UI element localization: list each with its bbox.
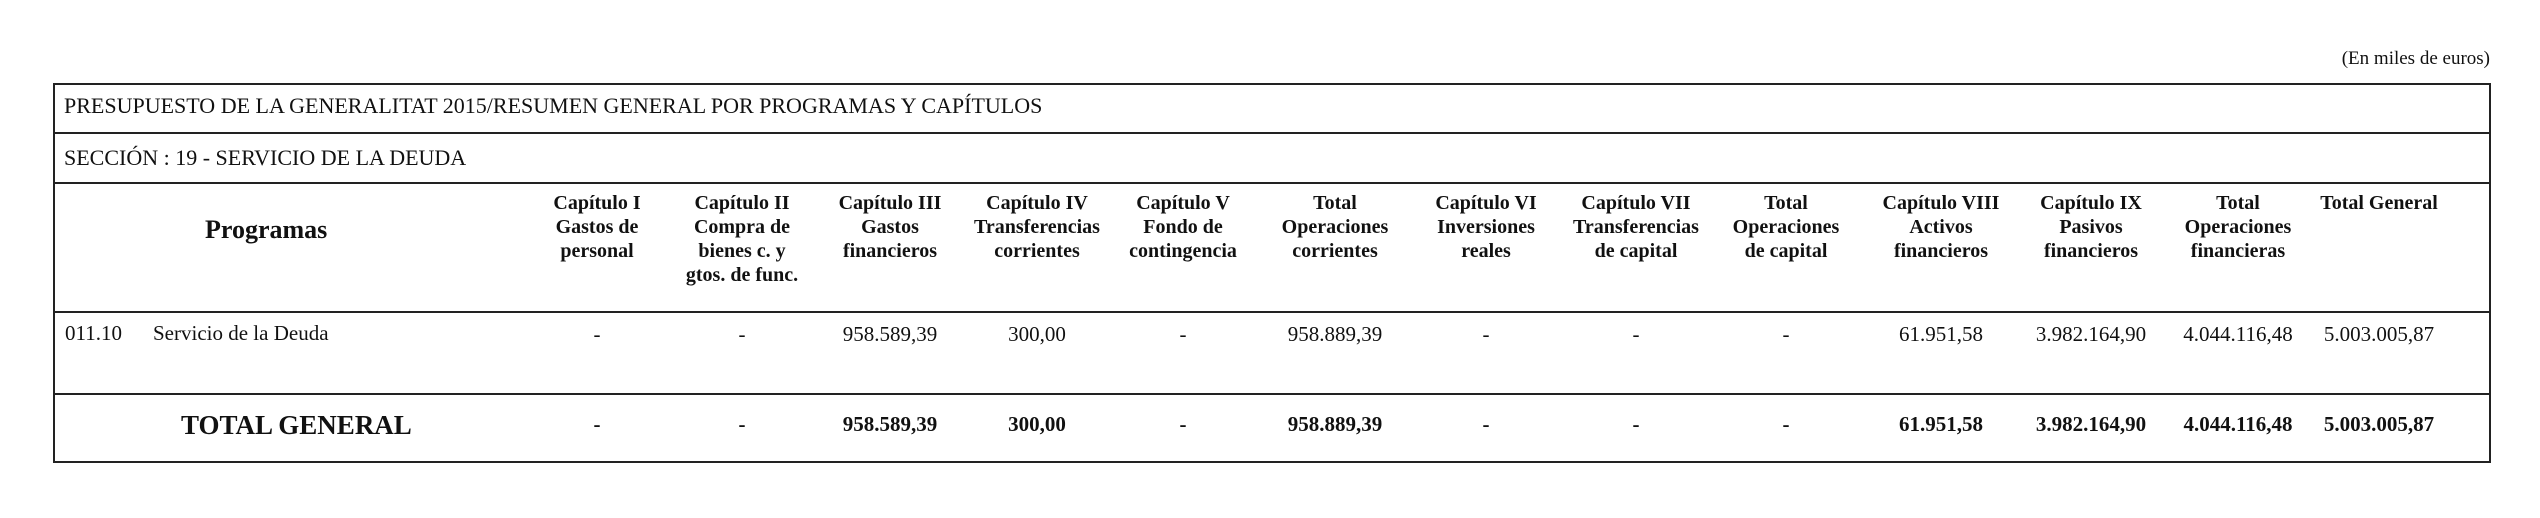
column-header-8 — [1573, 191, 1699, 263]
column-header-4 — [974, 191, 1100, 263]
column-header-line: corrientes — [1292, 240, 1378, 262]
column-header-line: Capítulo II — [694, 192, 790, 214]
column-header-line: Inversiones — [1437, 216, 1535, 238]
program-value-cell: 3.982.164,90 — [2035, 322, 2147, 346]
column-header-line: contingencia — [1129, 240, 1237, 262]
column-header-line: Total — [2216, 192, 2260, 214]
column-header-line: Capítulo I — [553, 192, 641, 214]
section-label: SECCIÓN : 19 - SERVICIO DE LA DEUDA — [55, 134, 2489, 184]
column-header-10 — [1883, 191, 2000, 263]
total-value-cell: 4.044.116,48 — [2183, 412, 2293, 436]
column-header-line: Capítulo IV — [986, 192, 1088, 214]
column-header-line: Capítulo III — [838, 192, 942, 214]
column-header-line: Gastos — [861, 216, 919, 238]
column-header-11 — [2040, 191, 2142, 263]
total-value-cell: 300,00 — [1008, 412, 1066, 436]
column-header-3 — [839, 191, 942, 263]
program-value-cell: 61.951,58 — [1899, 322, 1983, 346]
column-header-line: de capital — [1594, 240, 1678, 262]
column-header-line: Total General — [2320, 192, 2438, 214]
column-header-line: Total — [1313, 192, 1357, 214]
column-header-line: Transferencias — [1573, 216, 1699, 238]
total-value-cell: - — [593, 412, 601, 436]
column-header-line: bienes c. y — [698, 240, 786, 262]
column-header-7 — [1435, 191, 1536, 263]
column-header-line: gtos. de func. — [685, 264, 799, 286]
total-value-cell: - — [1632, 412, 1640, 436]
column-header-line: Pasivos — [2059, 216, 2123, 238]
header-divider — [55, 311, 2489, 313]
total-label: TOTAL GENERAL — [181, 410, 412, 440]
column-header-line: Operaciones — [1281, 216, 1389, 238]
column-header-13 — [2320, 191, 2438, 215]
program-value-cell: - — [1482, 322, 1490, 346]
program-name: Servicio de la Deuda — [153, 321, 329, 345]
column-header-line: financieros — [1893, 240, 1989, 262]
column-header-line: Fondo de — [1143, 216, 1223, 238]
column-header-line: Capítulo IX — [2040, 192, 2142, 214]
total-value-cell: 958.589,39 — [842, 412, 938, 436]
column-header-line: Operaciones — [2184, 216, 2292, 238]
column-header-line: Transferencias — [974, 216, 1100, 238]
column-header-line: reales — [1461, 240, 1511, 262]
total-value-cell: - — [1482, 412, 1490, 436]
column-header-line: Operaciones — [1732, 216, 1840, 238]
program-value-cell: - — [1782, 322, 1790, 346]
unit-note: (En miles de euros) — [2341, 48, 2490, 69]
total-value-cell: 3.982.164,90 — [2035, 412, 2147, 436]
budget-table — [53, 83, 2491, 463]
program-value-cell: - — [1632, 322, 1640, 346]
program-value-cell: - — [738, 322, 746, 346]
column-header-9 — [1733, 191, 1840, 263]
column-header-line: Capítulo VIII — [1882, 192, 2000, 214]
table-title: PRESUPUESTO DE LA GENERALITAT 2015/RESUMEN GENERAL POR PROGRAMAS Y CAPÍTULOS — [55, 85, 2489, 134]
column-header-line: Capítulo VII — [1581, 192, 1691, 214]
column-header-6 — [1282, 191, 1389, 263]
total-value-cell: - — [1179, 412, 1187, 436]
column-header-1 — [553, 191, 640, 263]
column-header-line: financieros — [842, 240, 938, 262]
program-value-cell: 300,00 — [1008, 322, 1066, 346]
column-header-line: Gastos de — [555, 216, 639, 238]
total-value-cell: - — [1782, 412, 1790, 436]
column-header-line: Capítulo VI — [1435, 192, 1537, 214]
programas-header: Programas — [205, 215, 328, 244]
program-value-cell: - — [593, 322, 601, 346]
program-value-cell: 958.889,39 — [1287, 322, 1383, 346]
column-header-line: Compra de — [693, 216, 791, 238]
column-header-line: corrientes — [994, 240, 1080, 262]
program-value-cell: 5.003.005,87 — [2323, 322, 2435, 346]
column-header-line: Capítulo V — [1136, 192, 1230, 214]
program-value-cell: 958.589,39 — [842, 322, 938, 346]
column-header-line: financieros — [2043, 240, 2139, 262]
column-header-line: financieras — [2190, 240, 2286, 262]
column-header-12 — [2185, 191, 2292, 263]
total-value-cell: 5.003.005,87 — [2323, 412, 2435, 436]
program-code: 011.10 — [65, 321, 122, 345]
column-header-line: Activos — [1909, 216, 1973, 238]
program-value-cell: - — [1179, 322, 1187, 346]
total-value-cell: 61.951,58 — [1899, 412, 1983, 436]
program-value-cell: 4.044.116,48 — [2183, 322, 2293, 346]
total-value-cell: 958.889,39 — [1287, 412, 1383, 436]
column-header-2 — [686, 191, 798, 287]
column-header-5 — [1129, 191, 1237, 263]
total-divider — [55, 393, 2489, 395]
column-header-line: de capital — [1744, 240, 1828, 262]
total-value-cell: - — [738, 412, 746, 436]
column-header-line: personal — [560, 240, 634, 262]
column-header-line: Total — [1764, 192, 1808, 214]
